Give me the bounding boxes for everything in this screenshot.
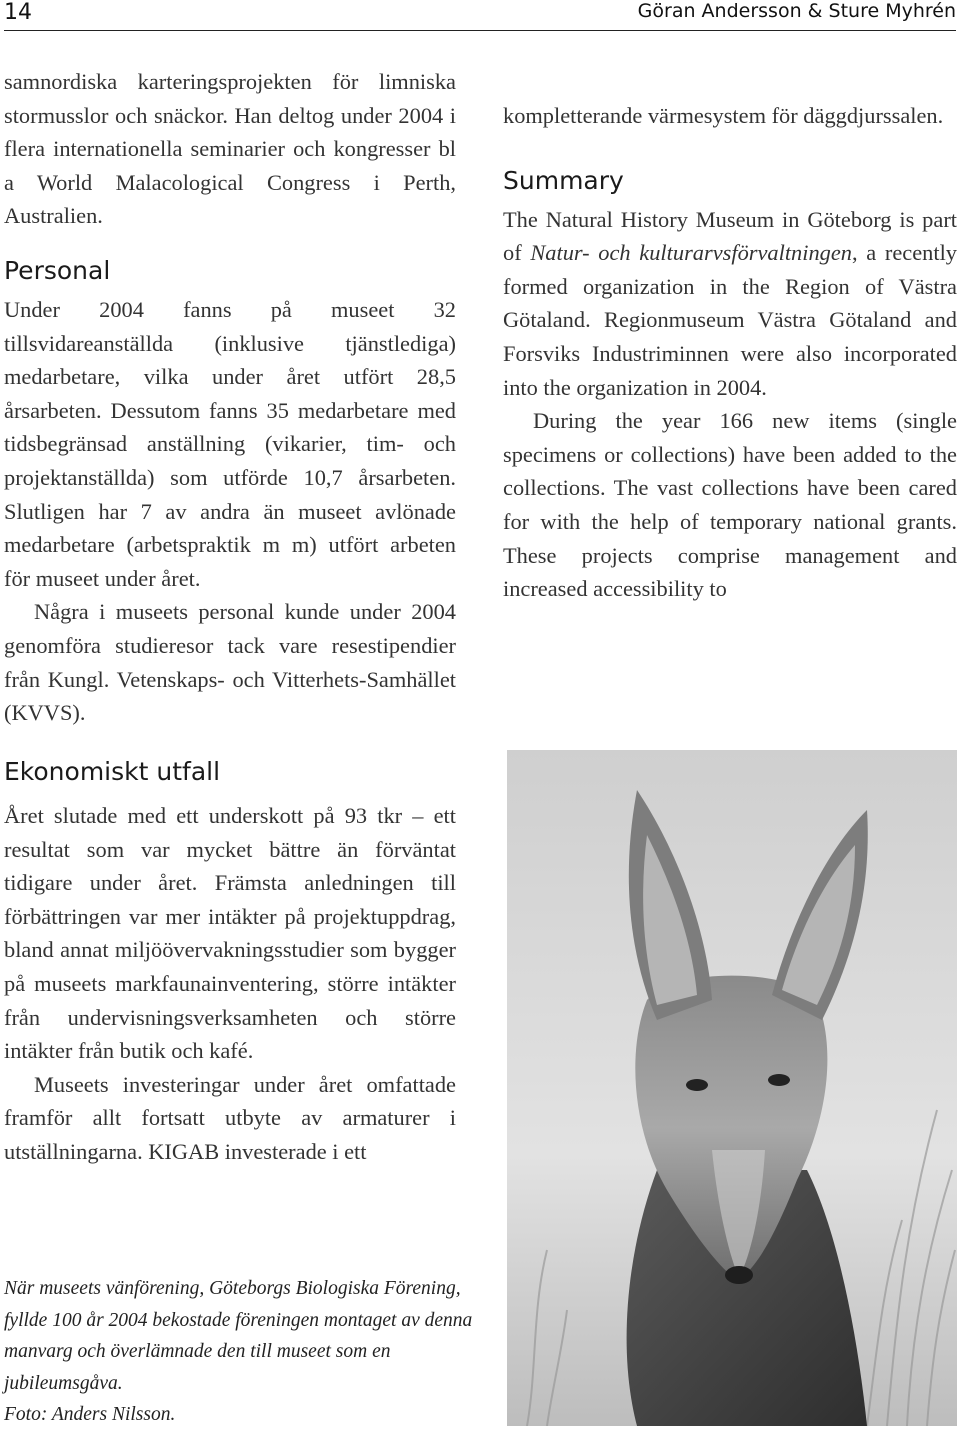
summary-text-a: The Natural History Museum in Göteborg is part of — [503, 206, 957, 266]
header-rule — [4, 30, 956, 31]
photo-caption — [4, 1273, 474, 1431]
summary-heading: Summary — [503, 165, 624, 195]
ekon-paragraph-2: Museets investeringar under året omfattade framför allt fortsatt utbyte av armaturer i utställningarna. KIGAB investerade i ett — [4, 1071, 456, 1164]
intro-paragraph: samnordiska karteringsprojekten för limniska stormusslor och snäckor. Han deltog under 2004 i flera internationella seminarier och kongresser bl a World Malacological Congress i Perth, Australien. — [4, 69, 456, 229]
page-header — [0, 0, 960, 34]
right-column — [503, 99, 957, 606]
ekonomiskt-utfall-heading: Ekonomiskt utfall — [4, 757, 221, 786]
maned-wolf-photo — [507, 750, 957, 1426]
continuation-paragraph: kompletterande värmesystem för däggdjurssalen. — [503, 103, 944, 128]
personal-paragraph-2: Några i museets personal kunde under 2004 genomföra studieresor tack vare resestipendier från Kungl. Vetenskaps- och Vitterhets-Samhället (KVVS). — [4, 599, 456, 726]
summary-paragraph-2: During the year 166 new items (single specimens or collections) have been added to the collections. The vast collections have been cared for with the help of temporary national grants. These projects comprise management and increased accessibility to — [503, 408, 957, 602]
left-column-top — [4, 65, 456, 730]
photo-illustration — [507, 750, 957, 1426]
caption-credit: Foto: Anders Nilsson. — [4, 1404, 176, 1425]
page-number: 14 — [4, 0, 32, 25]
left-column-bottom — [4, 799, 456, 1169]
personal-paragraph-1: Under 2004 fanns på museet 32 tillsvidareanställda (inklusive tjänstlediga) medarbetare, vilka under året utfört 28,5 årsarbeten. Dessutom fanns 35 medarbetare med tidsbegränsad anställning (vikarier, tim- och projektanställda) som utförde 10,7 årsarbeten. Slutligen har 7 av andra än museet avlönade medarbetare (arbetspraktik m m) utfört arbeten för museet under året. — [4, 296, 456, 591]
personal-heading: Personal — [4, 255, 111, 285]
summary-org-name: Natur- och kulturarvsförvaltningen — [530, 240, 852, 266]
summary-text-b: , a recently formed organization in the Region of Västra Götaland. Regionmuseum Västra Götaland and Forsviks Industriminnen were also incorporated into the organization in 2004. — [503, 240, 958, 400]
running-head: Göran Andersson & Sture Myhrén — [637, 0, 956, 22]
caption-text: När museets vänförening, Göteborgs Biologiska Förening, fyllde 100 år 2004 bekostade föreningen montaget av denna manvarg och överlämnade den till museet som en jubileumsgåva. — [4, 1278, 473, 1394]
summary-paragraph-1 — [503, 203, 957, 405]
ekon-paragraph-1: Året slutade med ett underskott på 93 tkr – ett resultat som var mycket bättre än förväntat tidigare under året. Främsta anledningen till förbättringen var mer intäkter på projektuppdrag, bland annat miljöövervakningsstudier som bygger på museets markfaunainventering, större intäkter från undervisningsverksamheten och större intäkter från butik och kafé. — [4, 803, 456, 1064]
